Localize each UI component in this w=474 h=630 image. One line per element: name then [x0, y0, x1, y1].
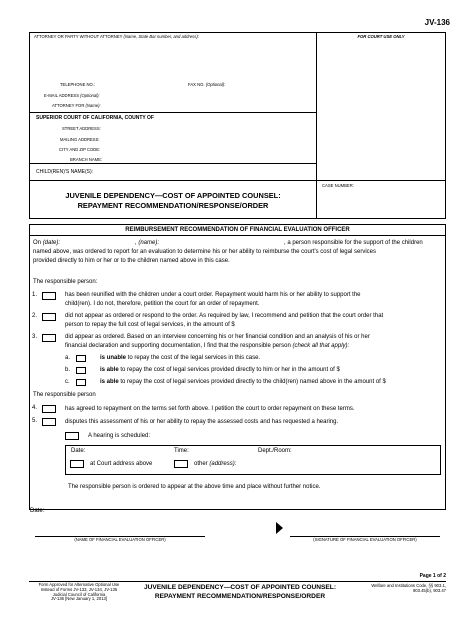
subitem-b-checkbox[interactable]: [76, 367, 86, 374]
ordered-text: The responsible person is ordered to appear at the above time and place without further notice.: [68, 484, 321, 490]
subitem-text: is able to repay the cost of legal services provided directly to the child(ren) named above in the amount of $: [100, 379, 386, 385]
footer-left: Form Approved for Alternative Optional Use Instead of Forms JV-133, JV-134, JV-135 Judicial Council of California JV-136 [New January 1, 2013]: [38, 582, 120, 602]
subitem-letter: b.: [65, 367, 71, 373]
hearing-time-label: Time:: [174, 448, 189, 454]
telephone-label: TELEPHONE NO.:: [60, 82, 96, 87]
item-num: 5.: [32, 418, 38, 424]
responsible-label: The responsible person:: [33, 279, 98, 285]
intro-line2: named above, was ordered to report for an evaluation to determine his or her ability to reimburse the court's cost of legal services: [33, 249, 376, 255]
hearing-checkbox[interactable]: [65, 432, 79, 440]
signature-arrow-icon: [276, 522, 283, 534]
mailing-label: MAILING ADDRESS:: [60, 137, 100, 142]
item-1-checkbox[interactable]: [42, 292, 56, 300]
item-4-checkbox[interactable]: [42, 405, 56, 413]
subitem-a-checkbox[interactable]: [76, 355, 86, 362]
officer-name-caption: (NAME OF FINANCIAL EVALUATION OFFICER): [74, 537, 166, 542]
subitem-text: is able to repay the cost of legal services provided directly to him or her in the amount of $: [100, 367, 340, 373]
item-num: 2.: [32, 313, 38, 319]
subitem-c-checkbox[interactable]: [76, 379, 86, 386]
intro-line3: provided directly to him or her or to the children named above in this case.: [33, 258, 230, 264]
attorney-label: ATTORNEY OR PARTY WITHOUT ATTORNEY (Name, State Bar number, and address):: [34, 34, 199, 39]
item-2-checkbox[interactable]: [42, 313, 56, 321]
item-num: 1.: [32, 292, 38, 298]
footer-title: JUVENILE DEPENDENCY—COST OF APPOINTED COUNSEL: REPAYMENT RECOMMENDATION/RESPONSE/ORDER: [143, 584, 337, 600]
item-line: person to repay the full cost of legal services, in the amount of $: [65, 322, 235, 328]
item-num: 3.: [32, 334, 38, 340]
case-number-label: CASE NUMBER:: [322, 183, 354, 188]
item-line: disputes this assessment of his or her ability to repay the assessed costs and has requested a hearing.: [65, 419, 339, 425]
page-number: Page 1 of 2: [419, 573, 446, 579]
item-line: financial declaration and supporting documentation, I find that the responsible person (check all that apply):: [65, 343, 350, 349]
intro-name-hint: , (name):: [135, 240, 160, 246]
footer-right: Welfare and Institutions Code, §§ 903.1, 903.45(b), 903.47: [371, 583, 446, 593]
item-line: did appear as ordered. Based on an interview concerning his or her financial condition and an analysis of his or her: [65, 334, 370, 340]
other-address-label: other (address):: [194, 461, 237, 467]
court-use-label: FOR COURT USE ONLY: [357, 34, 405, 39]
email-label: E-MAIL ADDRESS (Optional):: [44, 93, 100, 98]
item-3-checkbox[interactable]: [42, 334, 56, 342]
form-title: JUVENILE DEPENDENCY—COST OF APPOINTED COUNSEL: REPAYMENT RECOMMENDATION/RESPONSE/ORDER: [65, 191, 281, 210]
responsible-label-2: The responsible person: [33, 392, 96, 398]
officer-signature-caption: (SIGNATURE OF FINANCIAL EVALUATION OFFICER): [313, 537, 417, 542]
item-line: has been reunified with the children under a court order. Repayment would harm his or her ability to support the: [65, 292, 361, 298]
item-5-checkbox[interactable]: [42, 418, 56, 426]
signature-date-label: Date:: [30, 508, 45, 514]
children-label: CHILD(REN)'S NAME(S):: [36, 169, 94, 175]
branch-label: BRANCH NAME:: [70, 157, 103, 162]
court-address-label: at Court address above: [90, 461, 153, 467]
attorney-for-label: ATTORNEY FOR (Name):: [52, 103, 101, 108]
subitem-text: is unable to repay the cost of the legal services in this case.: [100, 355, 261, 361]
hearing-box: [65, 445, 441, 475]
section-title: REIMBURSEMENT RECOMMENDATION OF FINANCIAL EVALUATION OFFICER: [125, 227, 350, 233]
hearing-date-label: Date:: [71, 448, 86, 454]
street-label: STREET ADDRESS:: [62, 126, 101, 131]
court-label: SUPERIOR COURT OF CALIFORNIA, COUNTY OF: [36, 115, 154, 121]
hearing-label: A hearing is scheduled:: [88, 433, 151, 439]
intro-rest: , a person responsible for the support of the children: [284, 240, 423, 246]
city-zip-label: CITY AND ZIP CODE:: [59, 147, 101, 152]
intro-on: On (date):: [33, 240, 61, 246]
court-address-checkbox[interactable]: [70, 460, 84, 468]
subitem-letter: a.: [65, 355, 71, 361]
item-line: did not appear as ordered or respond to the order. As required by law, I recommend and petition that the court order that: [65, 313, 384, 319]
form-number: JV-136: [424, 18, 450, 27]
item-line: has agreed to repayment on the terms set forth above. I petition the court to order repayment on these terms.: [65, 406, 355, 412]
subitem-letter: c.: [65, 379, 70, 385]
other-address-checkbox[interactable]: [174, 460, 188, 468]
item-num: 4.: [32, 405, 38, 411]
item-line: child(ren). I do not, therefore, petition the court for an order of repayment.: [65, 301, 260, 307]
hearing-dept-label: Dept./Room:: [258, 448, 292, 454]
fax-label: FAX NO. (Optional):: [188, 82, 226, 87]
